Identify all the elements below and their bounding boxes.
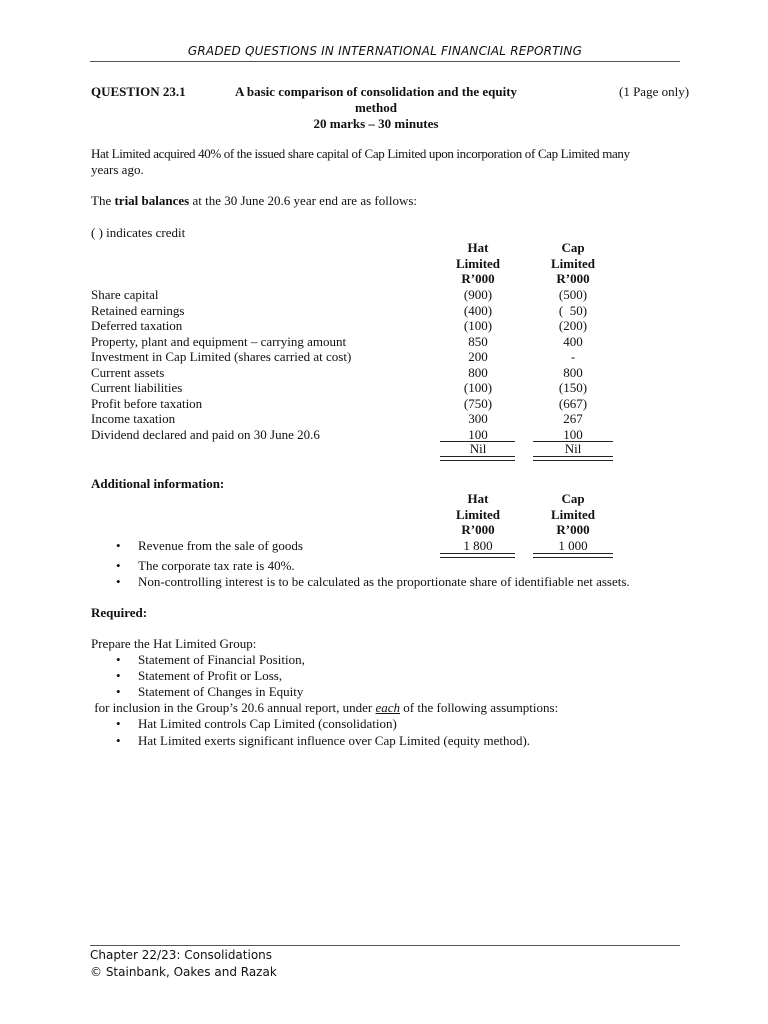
question-title-line1: A basic comparison of consolidation and the equity [234,84,518,99]
tb-row-cap-value: (150) [558,380,588,395]
revenue-cap-rule [533,553,613,558]
tb-row-label: Property, plant and equipment – carrying amount [91,333,347,349]
revenue-hat: 1 800 [463,538,493,553]
bullet-icon: • [116,668,121,683]
bullet-icon: • [116,733,121,748]
tb-row-hat-value: 850 [468,333,488,349]
tb-row-cap-value: 100 [563,426,583,442]
tb-col-hat-header: Hat Limited R’000 [455,240,501,286]
tb-cap-total: Nil [564,441,582,456]
intro-line1: Hat Limited acquired 40% of the issued share capital of Cap Limited upon incorporation of Cap Limited many [91,146,630,161]
tb-row-cap-value: (200) [558,318,588,333]
required-heading: Required: [91,605,148,620]
additional-heading: Additional information: [91,476,225,491]
trial-balance-intro: The trial balances at the 30 June 20.6 year end are as follows: [91,193,418,208]
tb-row-hat-value: 300 [468,411,488,426]
tb-row-cap-value: 800 [563,364,583,380]
tb-row-label: Current liabilities [91,380,183,395]
tb-col-cap-header: Cap Limited R’000 [550,240,596,286]
intro-line2: years ago. [91,162,144,177]
bullet-icon: • [116,558,121,573]
tb-row-label: Retained earnings [91,302,185,318]
tb-row-cap-value: (667) [558,395,588,411]
assumption-item: Hat Limited exerts significant influence over Cap Limited (equity method). [138,733,531,748]
tb-row-label: Share capital [91,287,159,302]
tb-row-label: Deferred taxation [91,318,183,333]
revenue-cap: 1 000 [558,538,588,553]
tb-row-cap-value: 400 [563,333,583,349]
add-col-cap-header: Cap Limited R’000 [550,491,596,537]
credit-note: ( ) indicates credit [91,225,186,240]
add-col-hat-header: Hat Limited R’000 [455,491,501,537]
revenue-label: Revenue from the sale of goods [138,538,303,553]
assumption-item: Hat Limited controls Cap Limited (consolidation) [138,716,397,731]
inclusion-line: for inclusion in the Group’s 20.6 annual report, under each of the following assumptions: [91,700,559,715]
tb-row-hat-value: 200 [468,349,488,364]
tb-row-hat-value: (400) [463,302,493,318]
tb-hat-total: Nil [469,441,487,456]
additional-bullet: Non-controlling interest is to be calculated as the proportionate share of identifiable net assets. [138,574,630,589]
tb-row-label: Income taxation [91,411,176,426]
statement-item: Statement of Profit or Loss, [138,668,283,683]
tb-row-label: Profit before taxation [91,395,203,411]
tb-row-hat-value: 800 [468,364,488,380]
additional-bullet: The corporate tax rate is 40%. [138,558,295,573]
tb-row-hat-value: 100 [468,426,488,442]
bullet-icon: • [116,716,121,731]
footer-rule [90,945,680,946]
footer-chapter: Chapter 22/23: Consolidations [90,948,273,962]
bullet-icon: • [116,538,121,553]
header-rule [90,61,680,62]
page-note: (1 Page only) [619,84,690,99]
bullet-icon: • [116,684,121,699]
tb-hat-total-rule [440,456,515,461]
tb-row-label: Current assets [91,364,165,380]
tb-row-cap-value: - [570,349,576,364]
running-header: GRADED QUESTIONS IN INTERNATIONAL FINANCIAL REPORTING [187,44,583,58]
revenue-hat-rule [440,553,515,558]
statement-item: Statement of Changes in Equity [138,684,304,699]
tb-row-cap-value: 267 [563,411,583,426]
footer-copyright: © Stainbank, Oakes and Razak [90,965,277,979]
question-marks: 20 marks – 30 minutes [313,116,439,131]
question-number: QUESTION 23.1 [91,84,186,99]
tb-row-hat-value: (900) [463,287,493,302]
required-prepare: Prepare the Hat Limited Group: [91,636,257,651]
tb-row-cap-value: ( 50) [558,302,588,318]
tb-row-hat-value: (100) [463,380,493,395]
tb-row-label: Dividend declared and paid on 30 June 20.6 [91,426,320,442]
tb-row-cap-value: (500) [558,287,588,302]
tb-row-hat-value: (100) [463,318,493,333]
statement-item: Statement of Financial Position, [138,652,305,667]
tb-cap-total-rule [533,456,613,461]
tb-row-label: Investment in Cap Limited (shares carried at cost) [91,349,352,364]
question-title-line2: method [355,100,397,115]
bullet-icon: • [116,574,121,589]
bullet-icon: • [116,652,121,667]
tb-row-hat-value: (750) [463,395,493,411]
